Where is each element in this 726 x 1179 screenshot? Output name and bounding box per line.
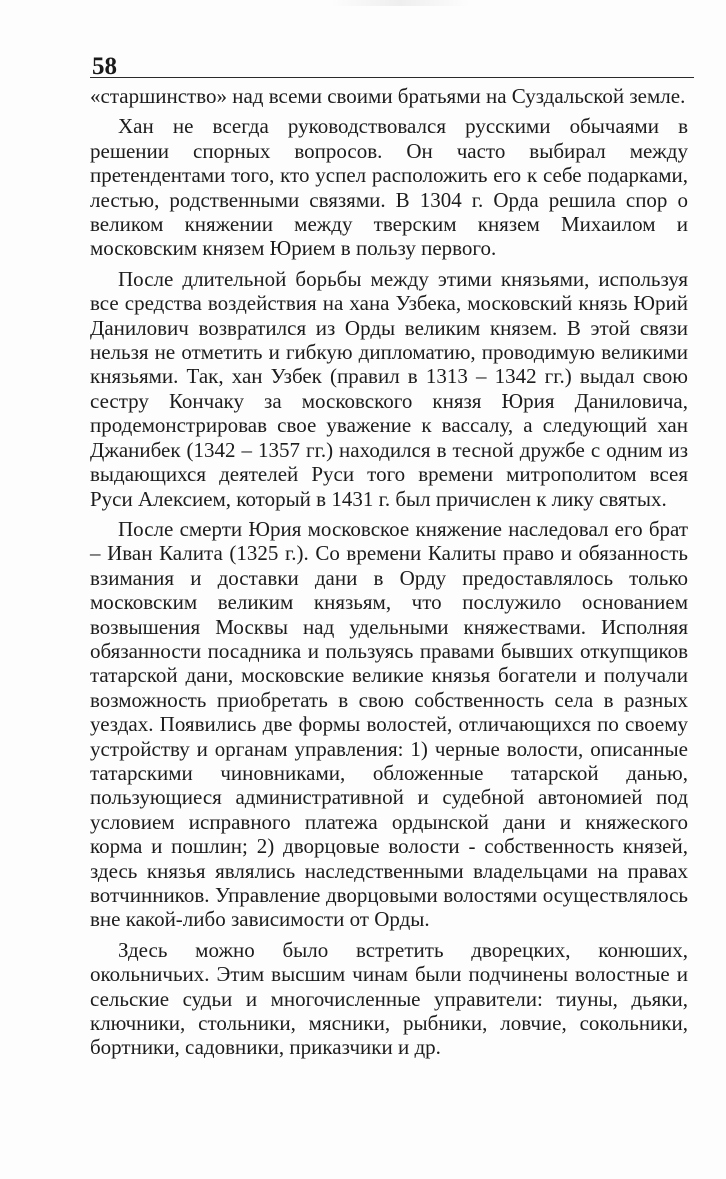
- paragraph-continuation: «старшинство» над всеми своими братьями на Суздальской земле.: [90, 84, 686, 108]
- body-text: [90, 84, 688, 1066]
- paragraph-officials: Здесь можно было встретить дворецких, конюших, окольничьих. Этим высшим чинам были подчинены волостные и сельские судьи и многочисленные управители: тиуны, дьяки, ключники, стольники, мясники, рыбники, ловчие, сокольники, бортники, садовники, приказчики и др.: [90, 937, 688, 1060]
- paragraph-ivan-kalita: После смерти Юрия московское княжение наследовал его брат – Иван Калита (1325 г.). Со времени Калиты право и обязанность взимания и доставки дани в Орду предоставлялось только московским великим князьям, что послужило основанием возвышения Москвы над удельными княжествами. Исполняя обязанности посадника и пользуясь правами бывших откупщиков татарской дани, московские великие князья богатели и получали возможность приобретать в свою собственность села в разных уездах. Появились две формы волостей, отличающихся по своему устройству и органам управления: 1) черные волости, описанные татарскими чиновниками, обложенные татарской данью, пользующиеся административной и судебной автономией под условием исправного платежа ордынской дани и княжеского корма и пошлин; 2) дворцовые волости - собственность князей, здесь князья являлись наследственными владельцами на правах вотчинников. Управление дворцовыми волостями осуществлялось вне какой-либо зависимости от Орды.: [90, 516, 688, 932]
- header-rule: [90, 77, 694, 78]
- paragraph-yuri-danilovich: После длительной борьбы между этими князьями, используя все средства воздействия на хана Узбека, московский князь Юрий Данилович возвратился из Орды великим князем. В этой связи нельзя не отметить и гибкую дипломатию, проводимую великими князьями. Так, хан Узбек (правил в 1313 – 1342 гг.) выдал свою сестру Кончаку за московского князя Юрия Даниловича, продемонстрировав свое уважение к вассалу, а следующий хан Джанибек (1342 – 1357 гг.) находился в тесной дружбе с одним из выдающихся деятелей Руси того времени митрополитом всея Руси Алексием, который в 1431 г. был причислен к лику святых.: [90, 266, 688, 511]
- page-number: 58: [92, 53, 117, 80]
- scan-artifact: [330, 0, 470, 6]
- paragraph-khan-customs: Хан не всегда руководствовался русскими обычаями в решении спорных вопросов. Он часто выбирал между претендентами того, кто успел расположить его к себе подарками, лестью, родственными связями. В 1304 г. Орда решила спор о великом княжении между тверским князем Михаилом и московским князем Юрием в пользу первого.: [90, 114, 688, 261]
